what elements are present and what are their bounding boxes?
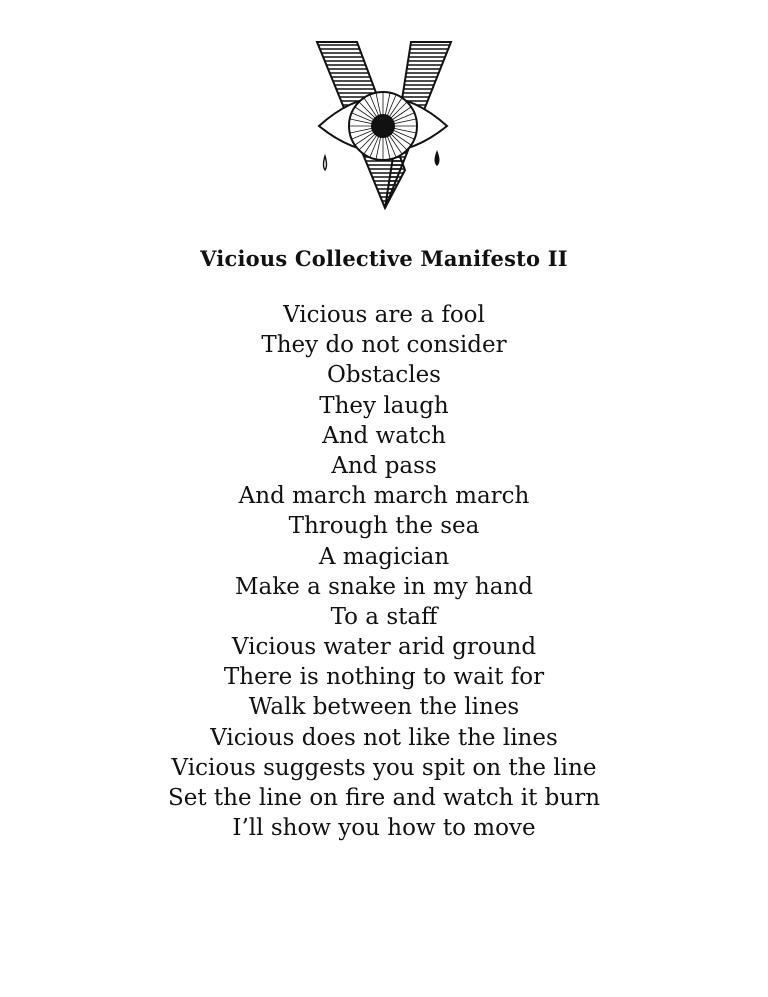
poem-line: And watch xyxy=(322,422,446,449)
v-eye-logo-icon xyxy=(313,38,455,210)
poem-line: Vicious are a fool xyxy=(283,302,485,328)
poem-line: Make a snake in my hand xyxy=(235,573,533,600)
poem-line: Set the line on fire and watch it burn xyxy=(167,785,601,811)
poem-line: They laugh xyxy=(319,392,449,419)
poem-line: Walk between the lines xyxy=(248,694,520,721)
poem-line: Through the sea xyxy=(288,513,480,540)
poem-line: A magician xyxy=(318,543,450,570)
page-title: Vicious Collective Manifesto II xyxy=(200,246,568,271)
poem-line: Vicious suggests you spit on the line xyxy=(171,754,597,781)
poem-line: I’ll show you how to move xyxy=(232,815,536,842)
poem-line: Vicious does not like the lines xyxy=(210,724,558,751)
poem-line: Vicious water arid ground xyxy=(231,634,537,661)
poem-line: Obstacles xyxy=(327,362,441,389)
poem-body xyxy=(0,300,768,843)
poem-line: They do not consider xyxy=(261,332,507,359)
poem-line: There is nothing to wait for xyxy=(223,664,545,691)
poem-line: To a staff xyxy=(330,603,438,630)
poem-line: And march march march xyxy=(238,483,530,510)
poem-line: And pass xyxy=(331,452,437,479)
